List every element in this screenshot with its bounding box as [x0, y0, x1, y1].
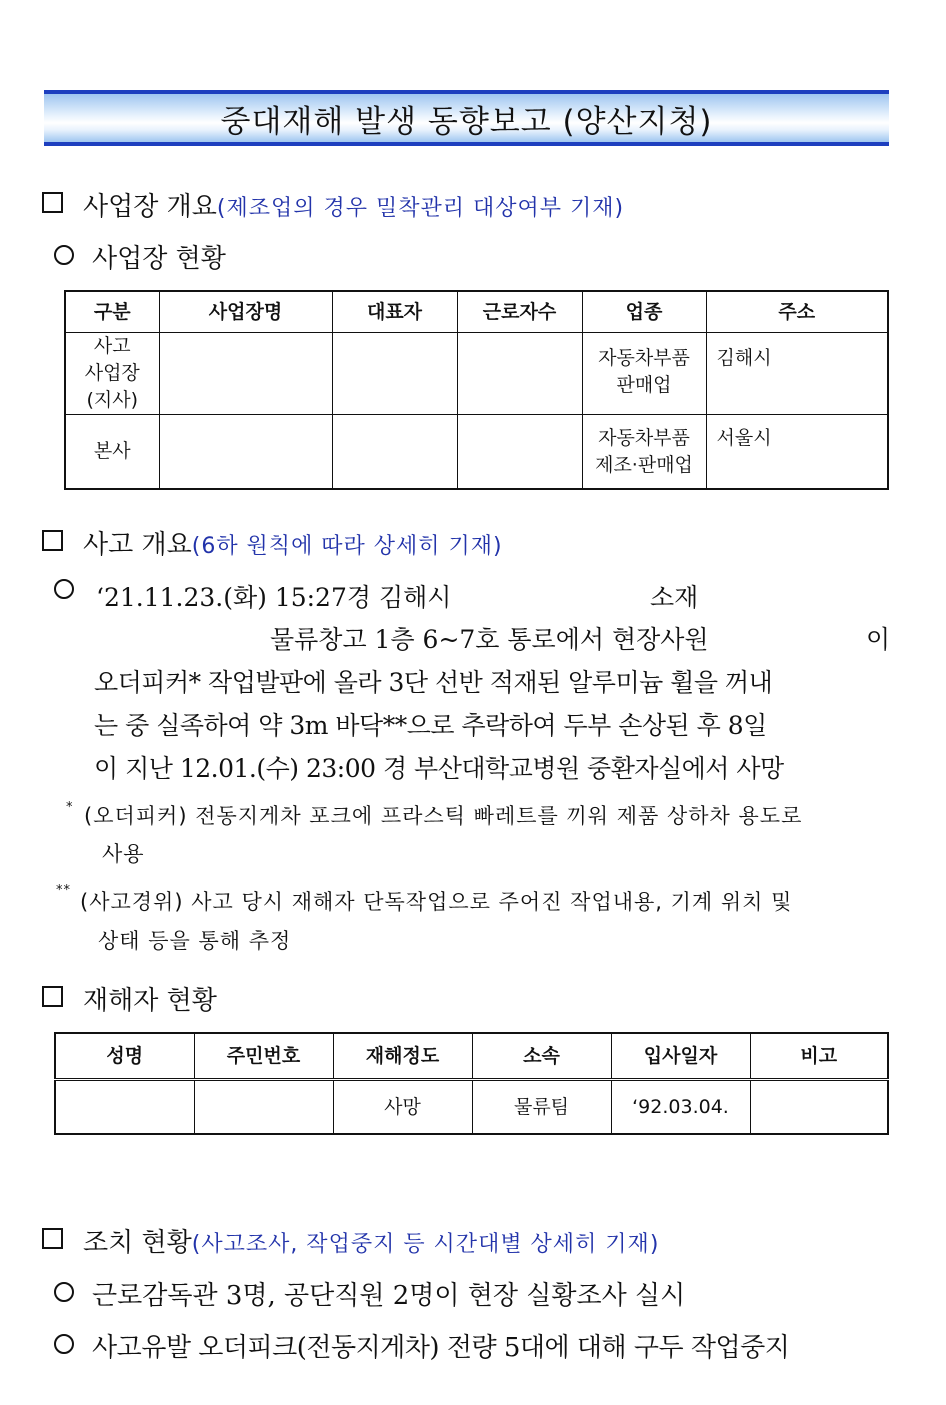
- section-accident-overview: [42, 524, 503, 561]
- accident-line-2-end: 이: [866, 625, 891, 654]
- business-table: [64, 290, 889, 490]
- section-note: (제조업의 경우 밀착관리 대상여부 기재): [216, 196, 625, 221]
- section-heading: 사업장 개요: [83, 192, 217, 222]
- department-cell: 물류팀: [472, 1080, 611, 1135]
- id-number-cell: [194, 1080, 333, 1135]
- header-cell: 사업장명: [159, 291, 332, 333]
- table-header-row: [65, 291, 888, 333]
- footnote-mark: **: [56, 883, 71, 898]
- section-actions: [42, 1222, 659, 1259]
- business-name-cell: [159, 333, 332, 415]
- square-bullet-icon: [42, 986, 63, 1007]
- section-note: (6하 원칙에 따라 상세히 기재): [191, 534, 503, 559]
- representative-cell: [332, 333, 457, 415]
- circle-bullet-icon: [54, 245, 74, 265]
- section-heading: 사고 개요: [83, 530, 192, 560]
- subsection-heading: 사업장 현황: [92, 244, 226, 274]
- accident-bullet: [54, 578, 92, 608]
- action-text: 사고유발 오더피크(전동지게차) 전량 5대에 대해 구두 작업중지: [92, 1333, 790, 1363]
- subsection-business-status: [54, 238, 226, 275]
- accident-line-2: 물류창고 1층 6~7호 통로에서 현장사원: [270, 625, 709, 654]
- section-note: (사고조사, 작업중지 등 시간대별 상세히 기재): [191, 1232, 660, 1257]
- square-bullet-icon: [42, 1228, 63, 1249]
- action-item: [54, 1327, 789, 1364]
- header-cell: 주민번호: [194, 1033, 333, 1080]
- section-business-overview: [42, 186, 624, 223]
- square-bullet-icon: [42, 192, 63, 213]
- business-name-cell: [159, 415, 332, 489]
- header-cell: 주소: [706, 291, 888, 333]
- action-text: 근로감독관 3명, 공단직원 2명이 현장 실황조사 실시: [92, 1281, 686, 1311]
- header-cell: 소속: [472, 1033, 611, 1080]
- workers-cell: [457, 415, 582, 489]
- accident-line-5: 이 지난 12.01.(수) 23:00 경 부산대학교병원 중환자실에서 사망: [94, 754, 784, 783]
- hire-date-cell: ‘92.03.04.: [611, 1080, 750, 1135]
- accident-line-1: ‘21.11.23.(화) 15:27경 김해시: [96, 583, 452, 612]
- category-cell: 본사: [65, 415, 159, 489]
- footnote-2: (사고경위) 사고 당시 재해자 단독작업으로 주어진 작업내용, 기계 위치 및: [80, 890, 793, 914]
- square-bullet-icon: [42, 530, 63, 551]
- footnote-1-cont: 사용: [102, 842, 145, 866]
- section-heading: 조치 현황: [83, 1228, 192, 1258]
- workers-cell: [457, 333, 582, 415]
- category-cell: 사고 사업장 (지사): [65, 333, 159, 415]
- accident-line-4: 는 중 실족하여 약 3m 바닥**으로 추락하여 두부 손상된 후 8일: [94, 711, 767, 740]
- address-cell: 서울시: [706, 415, 888, 489]
- action-item: [54, 1275, 685, 1312]
- table-row: [65, 333, 888, 415]
- header-cell: 성명: [55, 1033, 194, 1080]
- remarks-cell: [750, 1080, 888, 1135]
- footnote-2-cont: 상태 등을 통해 추정: [98, 929, 292, 953]
- circle-bullet-icon: [54, 1282, 74, 1302]
- document-title: 중대재해 발생 동향보고 (양산지청): [220, 103, 713, 140]
- header-cell: 재해정도: [333, 1033, 472, 1080]
- header-cell: 근로자수: [457, 291, 582, 333]
- title-banner: [44, 90, 889, 146]
- header-cell: 구분: [65, 291, 159, 333]
- header-cell: 입사일자: [611, 1033, 750, 1080]
- victim-table: [54, 1032, 889, 1135]
- industry-cell: 자동차부품 판매업: [582, 333, 706, 415]
- representative-cell: [332, 415, 457, 489]
- accident-line-1-end: 소재: [650, 583, 699, 612]
- circle-bullet-icon: [54, 579, 74, 599]
- circle-bullet-icon: [54, 1334, 74, 1354]
- footnote-mark: *: [66, 800, 74, 815]
- injury-degree-cell: 사망: [333, 1080, 472, 1135]
- name-cell: [55, 1080, 194, 1135]
- section-heading: 재해자 현황: [83, 986, 217, 1016]
- industry-cell: 자동차부품 제조·판매업: [582, 415, 706, 489]
- header-cell: 업종: [582, 291, 706, 333]
- header-cell: 대표자: [332, 291, 457, 333]
- accident-line-3: 오더피커* 작업발판에 올라 3단 선반 적재된 알루미늄 휠을 꺼내: [94, 668, 773, 697]
- footnote-1: (오더피커) 전동지게차 포크에 프라스틱 빠레트를 끼워 제품 상하차 용도로: [84, 804, 803, 828]
- table-row: [65, 415, 888, 489]
- address-cell: 김해시: [706, 333, 888, 415]
- header-cell: 비고: [750, 1033, 888, 1080]
- table-header-row: [55, 1033, 888, 1080]
- section-victim-status: [42, 980, 217, 1017]
- table-row: [55, 1080, 888, 1135]
